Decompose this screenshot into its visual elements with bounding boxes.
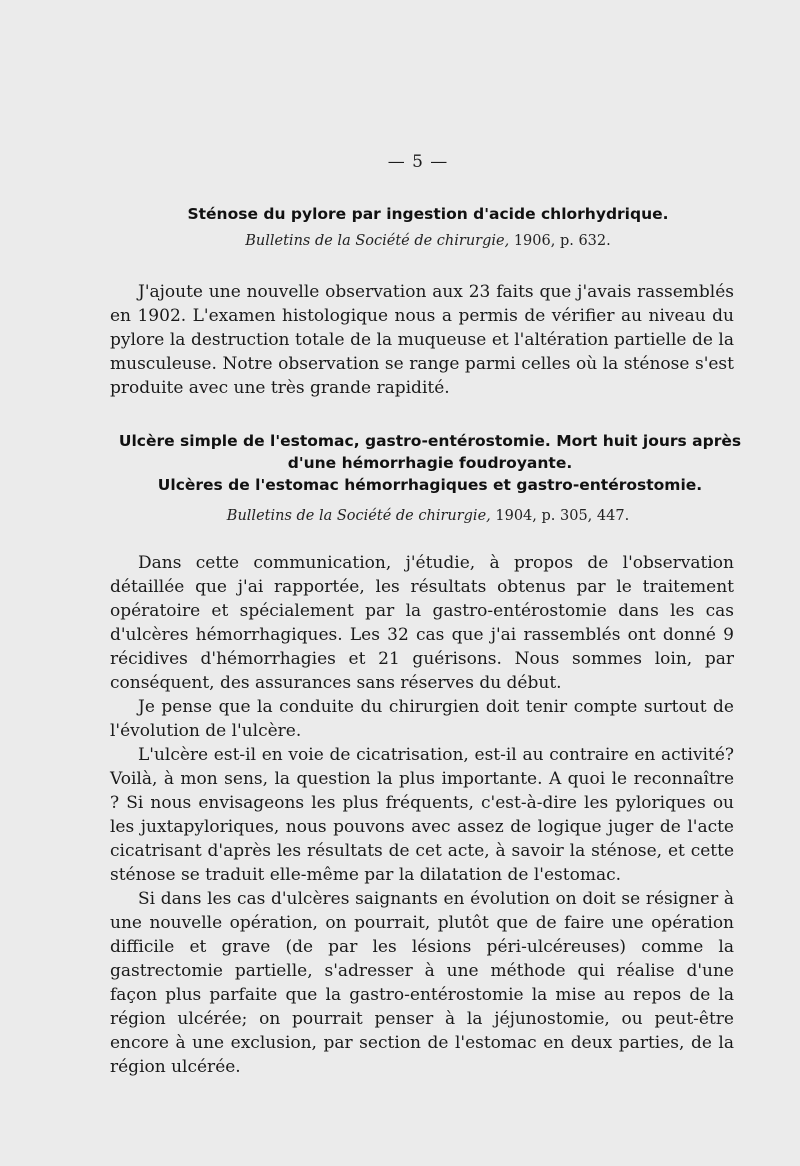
paragraph: Si dans les cas d'ulcères saignants en évolution on doit se résigner à une nouvelle opération, on pourrait, plutôt que de faire une opération difficile et grave (de par les lésions péri-ulcéreuses) comme la gastrectomie partielle, s'adresser à une méthode qui réalise d'une façon plus parfaite que la gastro-entérostomie la mise au repos de la région ulcérée; on pourrait penser à la jéjunostomie, ou peut-être encore à une exclusion, par section de l'estomac en deux parties, de la région ulcérée.	[110, 889, 734, 1077]
paragraph: Dans cette communication, j'étudie, à propos de l'observation détaillée que j'ai rapportée, les résultats obtenus par le traitement opératoire et spécialement par la gastro-entérostomie dans les cas d'ulcères hémorrhagiques. Les 32 cas que j'ai rassemblés ont donné 9 récidives d'hémorrhagies et 21 guérisons. Nous sommes loin, par conséquent, des assurances sans réserves du début.	[110, 553, 734, 693]
section-1-citation	[110, 233, 746, 249]
section-1-title: Sténose du pylore par ingestion d'acide chlorhydrique.	[187, 205, 669, 223]
paragraph: J'ajoute une nouvelle observation aux 23 faits que j'avais rassemblés en 1902. L'examen histologique nous a permis de vérifier au niveau du pylore la destruction totale de la muqueuse et l'altération partielle de la musculeuse. Notre observation se range parmi celles où la sténose s'est produite avec une très grande rapidité.	[110, 282, 734, 398]
section-2-title-line: Ulcère simple de l'estomac, gastro-entérostomie. Mort huit jours après	[118, 432, 742, 450]
citation-journal: Bulletins de la Société de chirurgie,	[245, 233, 510, 249]
section-2-citation	[110, 508, 746, 524]
page-number: — 5 —	[387, 152, 449, 172]
section-1-body	[110, 280, 734, 400]
citation-journal: Bulletins de la Société de chirurgie,	[226, 508, 491, 524]
section-2-body	[110, 551, 734, 1079]
section-2-title-line: d'une hémorrhagie foudroyante.	[287, 454, 573, 472]
paragraph: Je pense que la conduite du chirurgien doit tenir compte surtout de l'évolution de l'ulcère.	[110, 697, 734, 741]
section-2-title	[98, 430, 762, 496]
citation-reference: 1904, p. 305, 447.	[495, 508, 630, 524]
citation-reference: 1906, p. 632.	[513, 233, 611, 249]
paragraph: L'ulcère est-il en voie de cicatrisation, est-il au contraire en activité? Voilà, à mon sens, la question la plus importante. A quoi le reconnaître ? Si nous envisageons les plus fréquents, c'est-à-dire les pyloriques ou les juxtapyloriques, nous pouvons avec assez de logique juger de l'acte cicatrisant d'après les résultats de cet acte, à savoir la sténose, et cette sténose se traduit elle-même par la dilatation de l'estomac.	[110, 745, 734, 885]
section-2-title-line: Ulcères de l'estomac hémorrhagiques et gastro-entérostomie.	[157, 476, 703, 494]
